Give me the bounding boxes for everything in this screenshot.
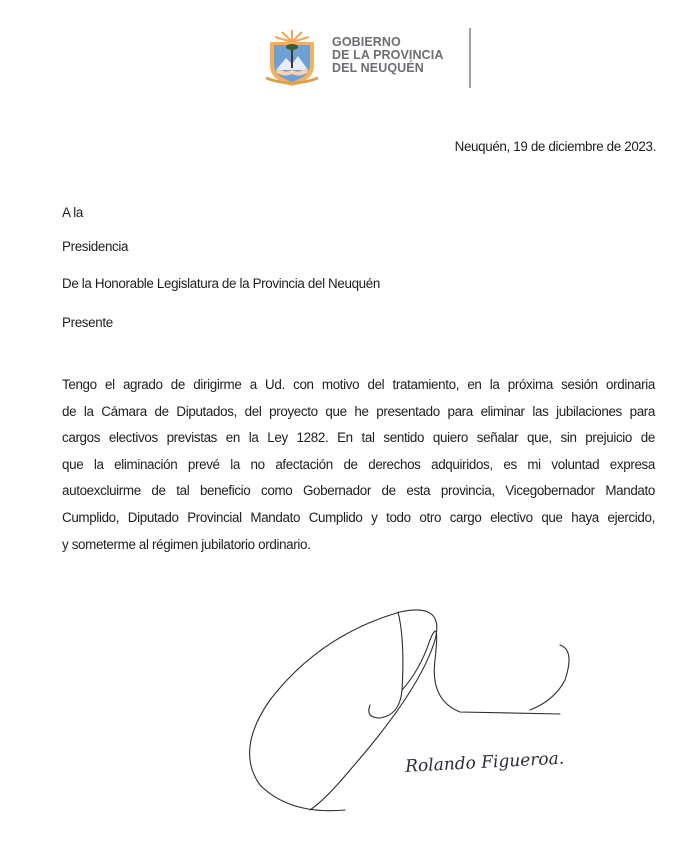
addressee-line: De la Honorable Legislatura de la Provincia del Neuquén <box>62 276 380 291</box>
addressee-line: Presente <box>62 315 113 330</box>
addressee-line: Presidencia <box>62 239 129 254</box>
org-line: DEL NEUQUÉN <box>332 61 424 75</box>
letterhead-divider <box>469 28 471 88</box>
letter-date: Neuquén, 19 de diciembre de 2023. <box>454 139 656 154</box>
body-line: y someterme al régimen jubilatorio ordinario. <box>62 536 311 552</box>
signature-name: Rolando Figueroa. <box>404 748 565 777</box>
body-line: de la Cámara de Diputados, del proyecto que he presentado para eliminar las jubilaciones para <box>62 403 655 419</box>
org-line: GOBIERNO <box>332 35 401 49</box>
organization-name <box>332 36 443 75</box>
body-line: Cumplido, Diputado Provincial Mandato Cumplido y todo otro cargo electivo que haya ejercido, <box>62 509 655 525</box>
letter-body <box>62 377 655 563</box>
body-line: cargos electivos previstas en la Ley 1282. En tal sentido quiero señalar que, sin prejuicio de <box>62 430 655 446</box>
handwritten-signature <box>230 600 590 830</box>
org-line: DE LA PROVINCIA <box>332 48 444 62</box>
body-line: que la eliminación prevé la no afectación de derechos adquiridos, es mi voluntad expresa <box>62 456 655 472</box>
addressee-line: A la <box>62 205 83 220</box>
body-line: Tengo el agrado de dirigirme a Ud. con motivo del tratamiento, en la próxima sesión ordinaria <box>62 377 655 392</box>
provincial-coat-of-arms-logo <box>262 28 322 88</box>
body-line: autoexcluirme de tal beneficio como Gobernador de esta provincia, Vicegobernador Mandato <box>62 483 655 499</box>
